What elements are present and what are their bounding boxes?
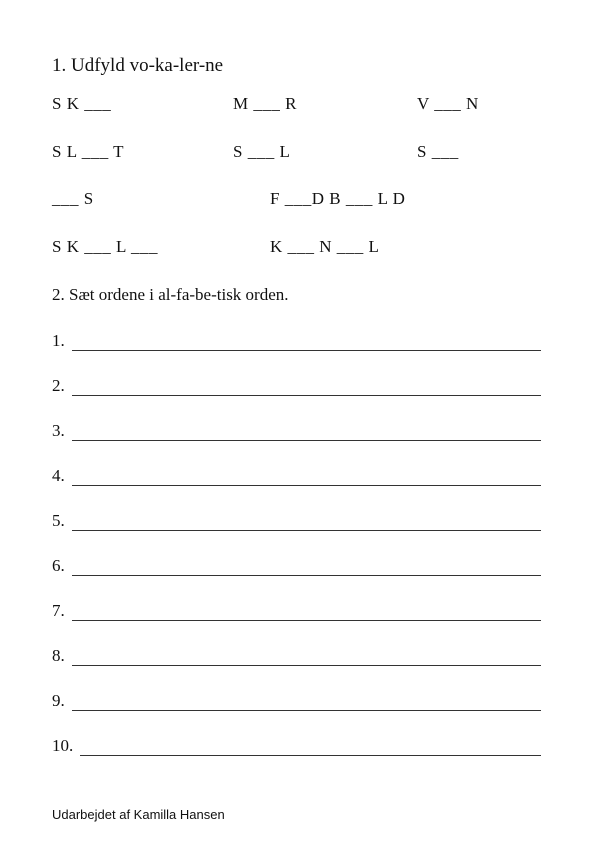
- answer-line[interactable]: [72, 665, 541, 666]
- answer-line[interactable]: [72, 350, 541, 351]
- answer-number: 4.: [52, 466, 65, 485]
- answer-line[interactable]: [72, 530, 541, 531]
- vowel-exercise-item: S ___: [417, 142, 459, 161]
- vowel-exercise-item: M ___ R: [233, 94, 297, 113]
- answer-number: 6.: [52, 556, 65, 575]
- answer-number: 8.: [52, 646, 65, 665]
- answer-number: 10.: [52, 736, 74, 755]
- answer-number: 3.: [52, 421, 65, 440]
- answer-line[interactable]: [72, 710, 541, 711]
- vowel-exercise-item: S ___ L: [233, 142, 291, 161]
- vowel-exercise-item: V ___ N: [417, 94, 479, 113]
- vowel-exercise-item: ___ S: [52, 189, 94, 208]
- section2-title: 2. Sæt ordene i al-fa-be-tisk orden.: [52, 285, 289, 304]
- vowel-exercise-item: S L ___ T: [52, 142, 125, 161]
- answer-number: 1.: [52, 331, 65, 350]
- vowel-exercise-item: F ___D B ___ L D: [270, 189, 406, 208]
- answer-line[interactable]: [72, 440, 541, 441]
- vowel-exercise-item: S K ___: [52, 94, 112, 113]
- answer-number: 2.: [52, 376, 65, 395]
- answer-number: 5.: [52, 511, 65, 530]
- answer-line[interactable]: [72, 395, 541, 396]
- vowel-exercise-item: S K ___ L ___: [52, 237, 158, 256]
- footer-credit: Udarbejdet af Kamilla Hansen: [52, 807, 225, 822]
- section1-title: 1. Udfyld vo-ka-ler-ne: [52, 55, 224, 76]
- answer-number: 7.: [52, 601, 65, 620]
- answer-line[interactable]: [80, 755, 541, 756]
- answer-line[interactable]: [72, 485, 541, 486]
- answer-line[interactable]: [72, 575, 541, 576]
- answer-line[interactable]: [72, 620, 541, 621]
- vowel-exercise-item: K ___ N ___ L: [270, 237, 380, 256]
- answer-number: 9.: [52, 691, 65, 710]
